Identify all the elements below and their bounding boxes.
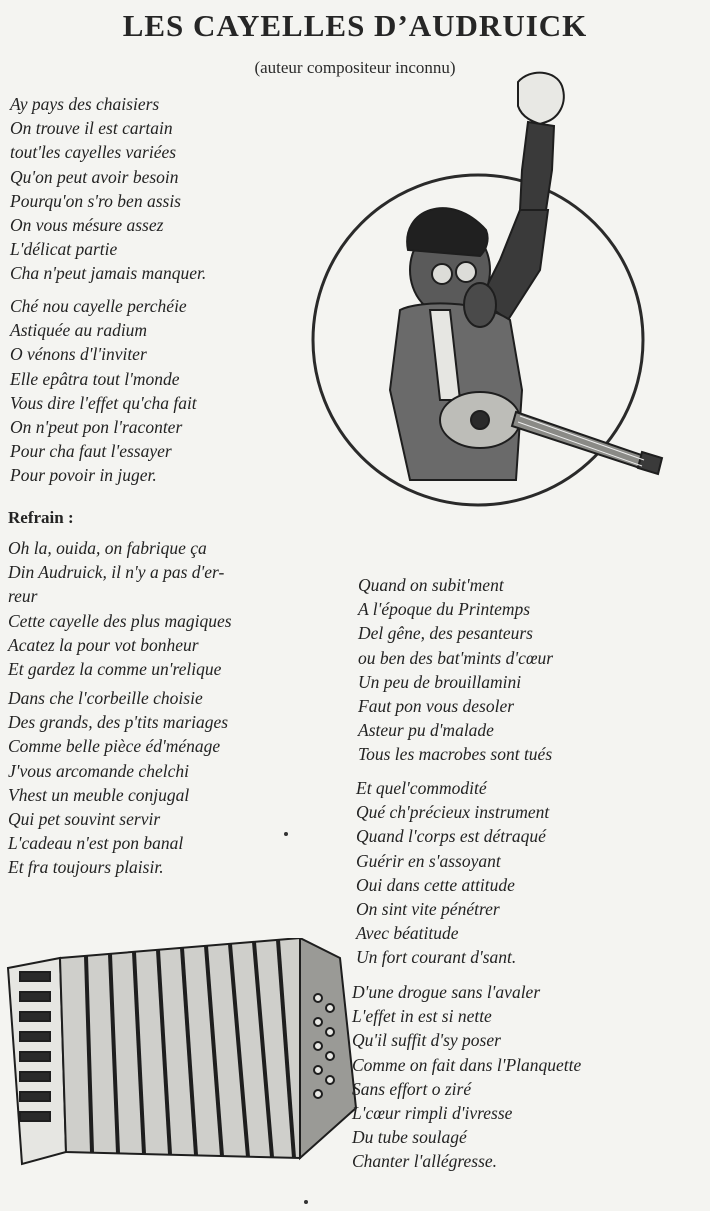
verse-line: Oh la, ouida, on fabrique ça xyxy=(8,538,207,558)
refrain xyxy=(8,536,232,681)
song-subtitle: (auteur compositeur inconnu) xyxy=(254,58,456,77)
verse-line: On n'peut pon l'raconter xyxy=(10,417,183,438)
stanza-2 xyxy=(10,294,197,488)
verse-line: Sans effort o ziré xyxy=(352,1078,472,1099)
stanza-3 xyxy=(8,686,228,880)
ink-speck xyxy=(304,1200,308,1204)
verse-line: Et gardez la comme un'relique xyxy=(8,659,222,680)
verse-line: A l'époque du Printemps xyxy=(358,599,531,620)
verse-line: ou ben des bat'mints d'cœur xyxy=(358,647,554,668)
verse-line: On trouve il est cartain xyxy=(10,118,173,139)
verse-line: Oui dans cette attitude xyxy=(356,874,515,895)
verse-line: Quand l'corps est détraqué xyxy=(356,826,546,847)
verse-line: Acatez la pour vot bonheur xyxy=(8,634,199,655)
verse-line: Tous les macrobes sont tués xyxy=(358,744,553,765)
verse-line: Un peu de brouillamini xyxy=(358,671,522,692)
verse-line: Pourqu'on s'ro ben assis xyxy=(10,190,181,211)
verse-line: Asteur pu d'malade xyxy=(358,720,494,741)
verse-line: Astiquée au radium xyxy=(10,320,148,341)
singer-illustration xyxy=(290,60,670,520)
verse-line: Et fra toujours plaisir. xyxy=(8,857,164,878)
stanza-1 xyxy=(10,92,206,286)
accordion-illustration xyxy=(0,938,360,1188)
stanza-5 xyxy=(356,776,549,970)
verse-line: L'effet in est si nette xyxy=(352,1006,492,1027)
verse-line: J'vous arcomande chelchi xyxy=(8,760,189,781)
verse-line: Qué ch'précieux instrument xyxy=(356,802,550,823)
verse-line: Un fort courant d'sant. xyxy=(356,947,517,968)
verse-line: Cha n'peut jamais manquer. xyxy=(10,263,207,284)
verse-line: Qui pet souvint servir xyxy=(8,809,161,830)
stanza-6 xyxy=(352,980,581,1174)
verse-line: Ché nou cayelle perchéie xyxy=(10,296,187,316)
verse-line: L'cadeau n'est pon banal xyxy=(8,833,184,854)
verse-line: Dans che l'corbeille choisie xyxy=(8,688,203,708)
verse-line: On vous mésure assez xyxy=(10,215,164,236)
verse-line: Quand on subit'ment xyxy=(358,575,504,595)
song-title: LES CAYELLES D’AUDRUICK xyxy=(122,8,588,43)
verse-line: Du tube soulagé xyxy=(352,1127,467,1148)
verse-line: reur xyxy=(8,586,38,607)
verse-line: On sint vite pénétrer xyxy=(356,899,500,920)
verse-line: tout'les cayelles variées xyxy=(10,142,177,163)
verse-line: Ay pays des chaisiers xyxy=(10,94,160,114)
stanza-4 xyxy=(358,573,553,767)
verse-line: Comme belle pièce éd'ménage xyxy=(8,736,221,757)
ink-speck xyxy=(284,832,288,836)
verse-line: D'une drogue sans l'avaler xyxy=(352,982,541,1002)
verse-line: Qu'on peut avoir besoin xyxy=(10,166,179,187)
verse-line: Vhest un meuble conjugal xyxy=(8,784,190,805)
verse-line: Pour cha faut l'essayer xyxy=(10,441,172,462)
verse-line: Del gêne, des pesanteurs xyxy=(358,623,533,644)
verse-line: Cette cayelle des plus magiques xyxy=(8,610,232,631)
refrain-label: Refrain : xyxy=(8,508,74,527)
verse-line: L'délicat partie xyxy=(10,239,118,260)
verse-line: Avec béatitude xyxy=(356,923,459,944)
verse-line: Faut pon vous desoler xyxy=(358,696,515,717)
verse-line: Pour povoir in juger. xyxy=(10,465,157,486)
verse-line: Din Audruick, il n'y a pas d'er- xyxy=(8,562,225,583)
verse-line: Des grands, des p'tits mariages xyxy=(8,712,229,733)
verse-line: Guérir en s'assoyant xyxy=(356,850,501,871)
verse-line: Comme on fait dans l'Planquette xyxy=(352,1054,582,1075)
verse-line: Elle epâtra tout l'monde xyxy=(10,368,180,389)
verse-line: Et quel'commodité xyxy=(356,778,487,798)
verse-line: O vénons d'l'inviter xyxy=(10,344,147,365)
verse-line: Chanter l'allégresse. xyxy=(352,1151,498,1172)
verse-line: Vous dire l'effet qu'cha fait xyxy=(10,392,197,413)
verse-line: L'cœur rimpli d'ivresse xyxy=(352,1103,513,1124)
verse-line: Qu'il suffit d'sy poser xyxy=(352,1030,501,1051)
